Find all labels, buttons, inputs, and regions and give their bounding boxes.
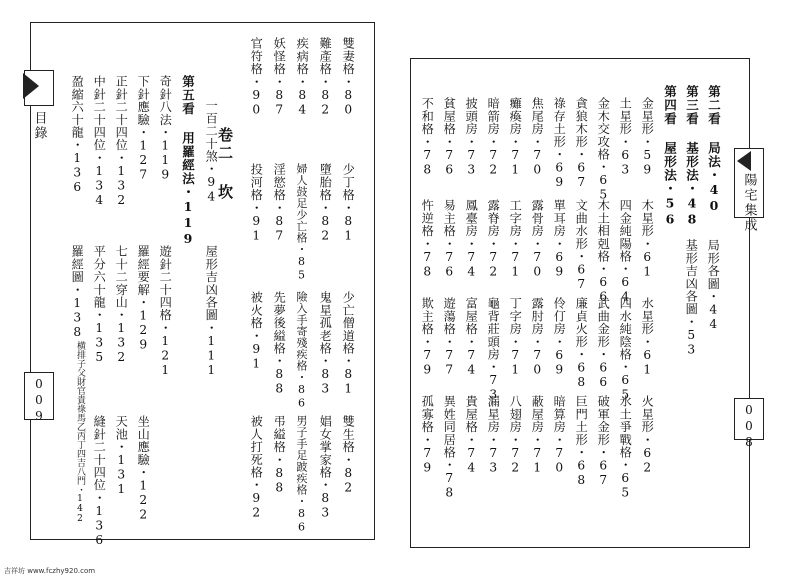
list-item: 破軍金形・67 xyxy=(596,395,611,488)
chapter-heading: 第二看 局法・40 xyxy=(706,85,722,214)
list-item: 一百二十煞・94 xyxy=(204,99,219,205)
section-label: 目錄 xyxy=(31,111,47,141)
site-name: 吉祥坊 xyxy=(4,567,25,575)
chapter-heading: 第三看 基形法・48 xyxy=(684,85,700,228)
list-item: 被火格・91 xyxy=(249,291,264,371)
list-item: 雙妻格・80 xyxy=(341,37,356,117)
list-item: 先夢後縊格・88 xyxy=(272,291,287,397)
list-item: 貴屋格・74 xyxy=(464,395,479,475)
list-item: 正針二十四位・132 xyxy=(114,75,129,208)
list-item: 水土爭戰格・65 xyxy=(618,395,633,501)
list-item: 廉貞火形・68 xyxy=(574,297,589,390)
list-item: 下針應驗・127 xyxy=(136,75,151,182)
list-item: 孤寡格・79 xyxy=(420,395,435,475)
list-item: 墮胎格・82 xyxy=(318,163,333,243)
page-number: 008 xyxy=(742,403,756,451)
list-item: 奇針八法・119 xyxy=(158,75,173,182)
list-item: 被人打死格・92 xyxy=(249,415,264,521)
list-item: 中針二十四位・134 xyxy=(92,75,107,208)
list-item: 異姓同居格・78 xyxy=(442,395,457,501)
right-page xyxy=(410,58,750,548)
list-item: 易主格・76 xyxy=(442,199,457,279)
footer-watermark xyxy=(4,566,95,576)
list-item: 工字房・71 xyxy=(508,199,523,279)
list-item: 披頭房・73 xyxy=(464,97,479,177)
page-number-tab xyxy=(734,398,764,451)
list-item: 丁字房・71 xyxy=(508,297,523,377)
list-item: 富屋格・74 xyxy=(464,297,479,377)
list-item: 坐山應驗・122 xyxy=(136,415,151,522)
list-item: 羅經圖・138 xyxy=(70,245,85,340)
list-item: 屋形吉凶各圖・111 xyxy=(204,245,219,378)
list-item: 焦尾房・70 xyxy=(530,97,545,177)
list-item: 遊針二十四格・121 xyxy=(158,245,173,378)
left-page xyxy=(30,22,375,548)
list-item: 難產格・82 xyxy=(318,37,333,117)
list-item: 四水純陰格・65 xyxy=(618,297,633,403)
list-item: 欺主格・79 xyxy=(420,297,435,377)
list-item: 貧屋格・76 xyxy=(442,97,457,177)
volume-heading: 卷二 坎 xyxy=(216,127,234,202)
list-item: 少丁格・81 xyxy=(341,163,356,243)
list-item: 木土相剋格・66 xyxy=(596,199,611,305)
list-item: 官符格・90 xyxy=(249,37,264,117)
list-item: 露肘房・70 xyxy=(530,297,545,377)
list-item: 疾病格・84 xyxy=(295,37,310,117)
list-item: 四金純陽格・64 xyxy=(618,199,633,305)
list-item: 巨門土形・68 xyxy=(574,395,589,488)
list-item: 天池・131 xyxy=(114,415,129,497)
list-item: 男子手足跛疾格・86 xyxy=(295,415,308,534)
list-item: 貪狼木形・67 xyxy=(574,97,589,190)
list-item: 暗箭房・72 xyxy=(486,97,501,177)
list-item: 險入手寄殘疾格・86 xyxy=(295,291,308,410)
list-item: 娼女掌家格・83 xyxy=(318,415,333,521)
list-item: 基形吉凶各圖・53 xyxy=(684,239,699,357)
list-item: 不和格・78 xyxy=(420,97,435,177)
list-item: 遊蕩格・77 xyxy=(442,297,457,377)
list-item: 局形各圖・44 xyxy=(706,239,721,332)
list-item: 投河格・91 xyxy=(249,163,264,243)
list-item: 羅經要解・129 xyxy=(136,245,151,352)
list-item: 文曲水形・67 xyxy=(574,199,589,292)
section-label: 陽宅集成 xyxy=(741,173,757,233)
list-item: 弔縊格・88 xyxy=(272,415,287,495)
list-item: 八翅房・72 xyxy=(508,395,523,475)
page-number: 009 xyxy=(32,377,46,425)
list-item: 横排子父財官貴祿馬乙丙丁四吉八門・142 xyxy=(75,341,85,524)
site-url: www.fczhy920.com xyxy=(27,567,96,575)
list-item: 火星形・62 xyxy=(640,395,655,475)
list-item: 癱瘓房・71 xyxy=(508,97,523,177)
list-item: 露骨房・70 xyxy=(530,199,545,279)
list-item: 土星形・63 xyxy=(618,97,633,177)
list-item: 忤逆格・78 xyxy=(420,199,435,279)
list-item: 鬼星孤老格・83 xyxy=(318,291,333,397)
list-item: 木星形・61 xyxy=(640,199,655,279)
chapter-heading: 第四看 屋形法・56 xyxy=(662,85,678,228)
section-tab xyxy=(734,148,764,233)
list-item: 暗算房・70 xyxy=(552,395,567,475)
list-item: 武曲金形・66 xyxy=(596,297,611,390)
list-item: 七十二穿山・132 xyxy=(114,245,129,365)
list-item: 伶仃房・69 xyxy=(552,297,567,377)
list-item: 少亡僧道格・81 xyxy=(341,291,356,397)
list-item: 龜背莊頭房・73 xyxy=(486,297,501,403)
list-item: 漏星房・73 xyxy=(486,395,501,475)
page-number-tab xyxy=(24,372,54,425)
list-item: 蔽屋房・71 xyxy=(530,395,545,475)
list-item: 淫慾格・87 xyxy=(272,163,287,243)
list-item: 縫針二十四位・136 xyxy=(92,415,107,548)
list-item: 雙生格・82 xyxy=(341,415,356,495)
list-item: 鳳臺房・74 xyxy=(464,199,479,279)
list-item: 平分六十龍・135 xyxy=(92,245,107,365)
list-item: 妖怪格・87 xyxy=(272,37,287,117)
list-item: 祿存土形・69 xyxy=(552,97,567,190)
list-item: 婦人鼓足少亡格・85 xyxy=(295,163,308,282)
list-item: 盈縮六十龍・136 xyxy=(70,75,85,195)
list-item: 單耳房・69 xyxy=(552,199,567,279)
list-item: 水星形・61 xyxy=(640,297,655,377)
section-tab xyxy=(24,70,54,141)
chapter-heading: 第五看 用羅經法・119 xyxy=(180,75,196,247)
list-item: 金木交攻格・65 xyxy=(596,97,611,203)
list-item: 金星形・59 xyxy=(640,97,655,177)
list-item: 露脊房・72 xyxy=(486,199,501,279)
